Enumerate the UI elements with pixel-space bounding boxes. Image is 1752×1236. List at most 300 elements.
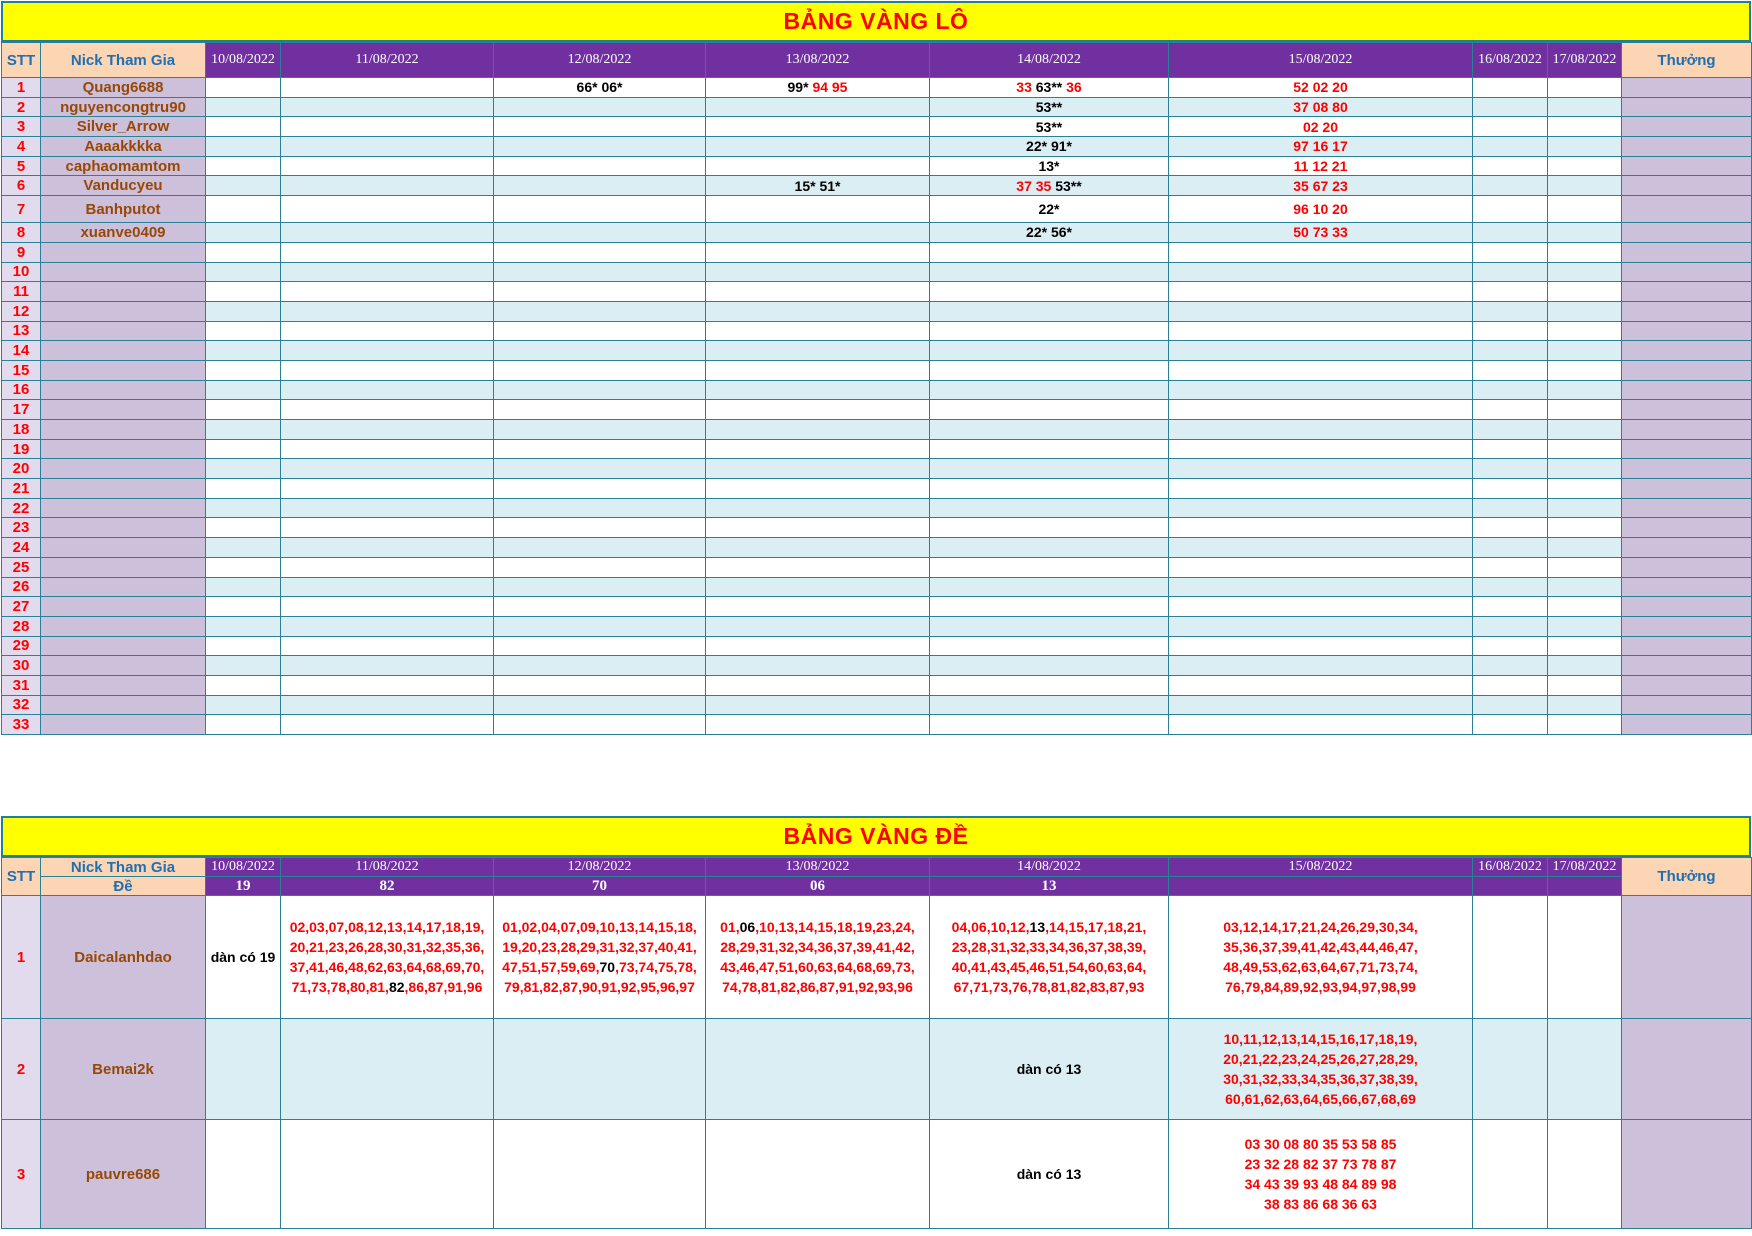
entry-cell[interactable]	[281, 479, 494, 499]
entry-cell[interactable]	[1548, 656, 1622, 676]
row-number[interactable]: 16	[2, 380, 41, 400]
entry-cell[interactable]	[1548, 439, 1622, 459]
entry-cell[interactable]	[281, 321, 494, 341]
row-number[interactable]: 18	[2, 420, 41, 440]
entry-cell[interactable]	[206, 262, 281, 282]
result-number[interactable]	[1473, 877, 1548, 896]
entry-cell[interactable]	[206, 97, 281, 117]
entry-cell[interactable]	[930, 117, 1169, 137]
nick-cell[interactable]: Silver_Arrow	[41, 117, 206, 137]
nick-cell[interactable]	[41, 341, 206, 361]
row-number[interactable]: 23	[2, 518, 41, 538]
entry-cell[interactable]	[1548, 137, 1622, 157]
entry-cell[interactable]	[206, 400, 281, 420]
entry-cell[interactable]	[1169, 156, 1473, 176]
row-number[interactable]: 14	[2, 341, 41, 361]
prize-header[interactable]: Thưởng	[1622, 858, 1752, 896]
entry-cell[interactable]	[494, 518, 706, 538]
prize-cell[interactable]	[1622, 518, 1752, 538]
entry-cell[interactable]	[1169, 439, 1473, 459]
date-header[interactable]: 16/08/2022	[1473, 43, 1548, 78]
prize-cell[interactable]	[1622, 1019, 1752, 1120]
result-number[interactable]: 70	[494, 877, 706, 896]
entry-cell[interactable]	[494, 282, 706, 302]
entry-cell[interactable]	[281, 156, 494, 176]
entry-cell[interactable]	[1473, 459, 1548, 479]
entry-cell[interactable]	[930, 636, 1169, 656]
result-number[interactable]: 06	[706, 877, 930, 896]
entry-cell[interactable]	[930, 896, 1169, 1019]
entry-cell[interactable]	[706, 117, 930, 137]
entry-cell[interactable]	[281, 282, 494, 302]
prize-cell[interactable]	[1622, 242, 1752, 262]
prize-cell[interactable]	[1622, 78, 1752, 98]
date-header[interactable]: 14/08/2022	[930, 43, 1169, 78]
entry-cell[interactable]	[206, 715, 281, 735]
entry-cell[interactable]	[281, 498, 494, 518]
entry-cell[interactable]	[930, 282, 1169, 302]
row-number[interactable]: 25	[2, 557, 41, 577]
entry-cell[interactable]	[494, 176, 706, 196]
entry-cell[interactable]	[494, 400, 706, 420]
result-number[interactable]	[1548, 877, 1622, 896]
nick-cell[interactable]: xuanve0409	[41, 223, 206, 243]
date-header[interactable]: 10/08/2022	[206, 858, 281, 877]
nick-cell[interactable]	[41, 282, 206, 302]
row-number[interactable]: 2	[2, 1019, 41, 1120]
entry-cell[interactable]	[1548, 380, 1622, 400]
entry-cell[interactable]	[281, 420, 494, 440]
entry-cell[interactable]	[1548, 577, 1622, 597]
entry-cell[interactable]	[206, 656, 281, 676]
date-header[interactable]: 13/08/2022	[706, 43, 930, 78]
entry-cell[interactable]	[281, 715, 494, 735]
entry-cell[interactable]	[1548, 117, 1622, 137]
entry-cell[interactable]	[1548, 360, 1622, 380]
prize-cell[interactable]	[1622, 459, 1752, 479]
entry-cell[interactable]	[706, 321, 930, 341]
nick-cell[interactable]: pauvre686	[41, 1120, 206, 1229]
entry-cell[interactable]	[706, 715, 930, 735]
entry-cell[interactable]	[1169, 262, 1473, 282]
entry-cell[interactable]	[1169, 137, 1473, 157]
entry-cell[interactable]	[1473, 498, 1548, 518]
nick-cell[interactable]	[41, 380, 206, 400]
entry-cell[interactable]	[206, 341, 281, 361]
entry-cell[interactable]	[706, 380, 930, 400]
prize-cell[interactable]	[1622, 223, 1752, 243]
prize-cell[interactable]	[1622, 715, 1752, 735]
entry-cell[interactable]	[281, 400, 494, 420]
entry-cell[interactable]	[494, 301, 706, 321]
entry-cell[interactable]	[706, 400, 930, 420]
nick-cell[interactable]	[41, 695, 206, 715]
entry-cell[interactable]	[930, 518, 1169, 538]
entry-cell[interactable]	[281, 597, 494, 617]
entry-cell[interactable]	[281, 341, 494, 361]
entry-cell[interactable]	[706, 518, 930, 538]
nick-cell[interactable]	[41, 498, 206, 518]
entry-cell[interactable]	[494, 223, 706, 243]
entry-cell[interactable]	[930, 577, 1169, 597]
entry-cell[interactable]	[930, 597, 1169, 617]
nick-cell[interactable]: Aaaakkkka	[41, 137, 206, 157]
entry-cell[interactable]	[930, 242, 1169, 262]
entry-cell[interactable]	[1548, 695, 1622, 715]
entry-cell[interactable]	[281, 242, 494, 262]
row-number[interactable]: 1	[2, 896, 41, 1019]
entry-cell[interactable]	[206, 78, 281, 98]
entry-cell[interactable]	[1548, 282, 1622, 302]
prize-cell[interactable]	[1622, 301, 1752, 321]
entry-cell[interactable]	[1473, 360, 1548, 380]
result-number[interactable]: 19	[206, 877, 281, 896]
entry-cell[interactable]	[706, 242, 930, 262]
entry-cell[interactable]	[930, 341, 1169, 361]
entry-cell[interactable]	[281, 518, 494, 538]
entry-cell[interactable]	[930, 137, 1169, 157]
entry-cell[interactable]	[1169, 656, 1473, 676]
row-number[interactable]: 21	[2, 479, 41, 499]
entry-cell[interactable]	[930, 695, 1169, 715]
date-header[interactable]: 13/08/2022	[706, 858, 930, 877]
row-number[interactable]: 32	[2, 695, 41, 715]
row-number[interactable]: 22	[2, 498, 41, 518]
entry-cell[interactable]	[494, 656, 706, 676]
entry-cell[interactable]	[1548, 262, 1622, 282]
entry-cell[interactable]	[1169, 479, 1473, 499]
entry-cell[interactable]	[1169, 896, 1473, 1019]
entry-cell[interactable]	[1169, 695, 1473, 715]
entry-cell[interactable]	[281, 301, 494, 321]
entry-cell[interactable]	[1473, 577, 1548, 597]
entry-cell[interactable]	[706, 675, 930, 695]
result-number[interactable]: 13	[930, 877, 1169, 896]
entry-cell[interactable]	[1473, 1019, 1548, 1120]
entry-cell[interactable]	[1473, 420, 1548, 440]
prize-cell[interactable]	[1622, 616, 1752, 636]
entry-cell[interactable]	[206, 1019, 281, 1120]
entry-cell[interactable]	[206, 557, 281, 577]
entry-cell[interactable]	[1548, 896, 1622, 1019]
entry-cell[interactable]	[281, 137, 494, 157]
prize-cell[interactable]	[1622, 137, 1752, 157]
entry-cell[interactable]	[706, 577, 930, 597]
row-number[interactable]: 3	[2, 1120, 41, 1229]
entry-cell[interactable]	[1473, 656, 1548, 676]
nick-cell[interactable]	[41, 439, 206, 459]
entry-cell[interactable]	[494, 262, 706, 282]
entry-cell[interactable]	[1473, 196, 1548, 223]
prize-cell[interactable]	[1622, 196, 1752, 223]
date-header[interactable]: 11/08/2022	[281, 43, 494, 78]
entry-cell[interactable]	[494, 360, 706, 380]
entry-cell[interactable]	[494, 420, 706, 440]
entry-cell[interactable]	[930, 1120, 1169, 1229]
row-number[interactable]: 19	[2, 439, 41, 459]
nick-cell[interactable]	[41, 301, 206, 321]
row-number[interactable]: 12	[2, 301, 41, 321]
entry-cell[interactable]	[281, 380, 494, 400]
entry-cell[interactable]	[206, 479, 281, 499]
entry-cell[interactable]	[494, 1120, 706, 1229]
entry-cell[interactable]	[1548, 538, 1622, 558]
entry-cell[interactable]	[494, 695, 706, 715]
entry-cell[interactable]	[1473, 301, 1548, 321]
date-header[interactable]: 16/08/2022	[1473, 858, 1548, 877]
entry-cell[interactable]	[1548, 498, 1622, 518]
prize-header[interactable]: Thưởng	[1622, 43, 1752, 78]
nick-cell[interactable]	[41, 420, 206, 440]
entry-cell[interactable]	[206, 616, 281, 636]
row-number[interactable]: 24	[2, 538, 41, 558]
date-header[interactable]: 10/08/2022	[206, 43, 281, 78]
entry-cell[interactable]	[206, 896, 281, 1019]
entry-cell[interactable]	[706, 656, 930, 676]
entry-cell[interactable]	[706, 97, 930, 117]
entry-cell[interactable]	[1473, 538, 1548, 558]
entry-cell[interactable]	[1473, 896, 1548, 1019]
entry-cell[interactable]	[281, 97, 494, 117]
prize-cell[interactable]	[1622, 262, 1752, 282]
entry-cell[interactable]	[930, 176, 1169, 196]
entry-cell[interactable]	[1169, 78, 1473, 98]
entry-cell[interactable]	[706, 360, 930, 380]
row-number[interactable]: 20	[2, 459, 41, 479]
entry-cell[interactable]	[206, 223, 281, 243]
entry-cell[interactable]	[1473, 223, 1548, 243]
nick-cell[interactable]: Daicalanhdao	[41, 896, 206, 1019]
nick-header[interactable]: Nick Tham Gia	[41, 858, 206, 877]
nick-cell[interactable]	[41, 715, 206, 735]
entry-cell[interactable]	[206, 360, 281, 380]
entry-cell[interactable]	[1548, 301, 1622, 321]
entry-cell[interactable]	[1169, 636, 1473, 656]
entry-cell[interactable]	[1473, 242, 1548, 262]
row-number[interactable]: 15	[2, 360, 41, 380]
nick-cell[interactable]	[41, 518, 206, 538]
entry-cell[interactable]	[1548, 557, 1622, 577]
entry-cell[interactable]	[930, 1019, 1169, 1120]
entry-cell[interactable]	[281, 223, 494, 243]
entry-cell[interactable]	[1548, 675, 1622, 695]
entry-cell[interactable]	[706, 557, 930, 577]
entry-cell[interactable]	[706, 636, 930, 656]
entry-cell[interactable]	[930, 380, 1169, 400]
entry-cell[interactable]	[1473, 479, 1548, 499]
date-header[interactable]: 15/08/2022	[1169, 858, 1473, 877]
entry-cell[interactable]	[1473, 695, 1548, 715]
prize-cell[interactable]	[1622, 656, 1752, 676]
entry-cell[interactable]	[206, 196, 281, 223]
entry-cell[interactable]	[1169, 360, 1473, 380]
entry-cell[interactable]	[1548, 196, 1622, 223]
entry-cell[interactable]	[206, 1120, 281, 1229]
entry-cell[interactable]	[1473, 557, 1548, 577]
entry-cell[interactable]	[494, 78, 706, 98]
entry-cell[interactable]	[1169, 321, 1473, 341]
entry-cell[interactable]	[206, 675, 281, 695]
nick-cell[interactable]	[41, 577, 206, 597]
entry-cell[interactable]	[706, 176, 930, 196]
entry-cell[interactable]	[706, 196, 930, 223]
row-number[interactable]: 13	[2, 321, 41, 341]
row-number[interactable]: 26	[2, 577, 41, 597]
entry-cell[interactable]	[206, 439, 281, 459]
entry-cell[interactable]	[930, 557, 1169, 577]
entry-cell[interactable]	[494, 597, 706, 617]
entry-cell[interactable]	[1473, 675, 1548, 695]
entry-cell[interactable]	[281, 636, 494, 656]
entry-cell[interactable]	[281, 360, 494, 380]
entry-cell[interactable]	[706, 341, 930, 361]
entry-cell[interactable]	[1548, 400, 1622, 420]
entry-cell[interactable]	[1548, 518, 1622, 538]
entry-cell[interactable]	[281, 1120, 494, 1229]
entry-cell[interactable]	[494, 636, 706, 656]
prize-cell[interactable]	[1622, 538, 1752, 558]
entry-cell[interactable]	[706, 459, 930, 479]
nick-cell[interactable]: Quang6688	[41, 78, 206, 98]
entry-cell[interactable]	[494, 459, 706, 479]
entry-cell[interactable]	[1169, 715, 1473, 735]
entry-cell[interactable]	[206, 498, 281, 518]
prize-cell[interactable]	[1622, 439, 1752, 459]
entry-cell[interactable]	[494, 896, 706, 1019]
entry-cell[interactable]	[930, 262, 1169, 282]
entry-cell[interactable]	[1548, 479, 1622, 499]
date-header[interactable]: 15/08/2022	[1169, 43, 1473, 78]
row-number[interactable]: 4	[2, 137, 41, 157]
nick-cell[interactable]	[41, 479, 206, 499]
prize-cell[interactable]	[1622, 695, 1752, 715]
entry-cell[interactable]	[1473, 97, 1548, 117]
entry-cell[interactable]	[206, 636, 281, 656]
entry-cell[interactable]	[281, 577, 494, 597]
entry-cell[interactable]	[494, 380, 706, 400]
nick-cell[interactable]	[41, 636, 206, 656]
prize-cell[interactable]	[1622, 577, 1752, 597]
nick-cell[interactable]	[41, 459, 206, 479]
entry-cell[interactable]	[206, 420, 281, 440]
entry-cell[interactable]	[206, 242, 281, 262]
entry-cell[interactable]	[1548, 97, 1622, 117]
row-number[interactable]: 7	[2, 196, 41, 223]
date-header[interactable]: 11/08/2022	[281, 858, 494, 877]
entry-cell[interactable]	[1169, 380, 1473, 400]
nick-cell[interactable]	[41, 616, 206, 636]
entry-cell[interactable]	[1548, 597, 1622, 617]
entry-cell[interactable]	[1473, 636, 1548, 656]
entry-cell[interactable]	[1169, 117, 1473, 137]
entry-cell[interactable]	[706, 538, 930, 558]
entry-cell[interactable]	[494, 137, 706, 157]
entry-cell[interactable]	[281, 656, 494, 676]
entry-cell[interactable]	[206, 117, 281, 137]
row-number[interactable]: 33	[2, 715, 41, 735]
nick-cell[interactable]	[41, 360, 206, 380]
entry-cell[interactable]	[930, 196, 1169, 223]
entry-cell[interactable]	[1548, 242, 1622, 262]
entry-cell[interactable]	[1169, 1019, 1473, 1120]
entry-cell[interactable]	[706, 1120, 930, 1229]
entry-cell[interactable]	[494, 498, 706, 518]
entry-cell[interactable]	[1169, 400, 1473, 420]
entry-cell[interactable]	[1169, 538, 1473, 558]
entry-cell[interactable]	[930, 400, 1169, 420]
entry-cell[interactable]	[930, 459, 1169, 479]
nick-cell[interactable]	[41, 656, 206, 676]
row-number[interactable]: 2	[2, 97, 41, 117]
prize-cell[interactable]	[1622, 479, 1752, 499]
entry-cell[interactable]	[930, 97, 1169, 117]
entry-cell[interactable]	[706, 301, 930, 321]
entry-cell[interactable]	[1169, 518, 1473, 538]
entry-cell[interactable]	[1169, 498, 1473, 518]
entry-cell[interactable]	[281, 78, 494, 98]
entry-cell[interactable]	[1169, 1120, 1473, 1229]
row-number[interactable]: 8	[2, 223, 41, 243]
entry-cell[interactable]	[930, 78, 1169, 98]
entry-cell[interactable]	[494, 117, 706, 137]
row-number[interactable]: 9	[2, 242, 41, 262]
entry-cell[interactable]	[281, 675, 494, 695]
entry-cell[interactable]	[206, 156, 281, 176]
entry-cell[interactable]	[706, 479, 930, 499]
stt-header[interactable]: STT	[2, 858, 41, 896]
date-header[interactable]: 12/08/2022	[494, 43, 706, 78]
entry-cell[interactable]	[930, 360, 1169, 380]
entry-cell[interactable]	[206, 176, 281, 196]
entry-cell[interactable]	[281, 695, 494, 715]
entry-cell[interactable]	[1169, 616, 1473, 636]
nick-cell[interactable]: nguyencongtru90	[41, 97, 206, 117]
entry-cell[interactable]	[1548, 420, 1622, 440]
entry-cell[interactable]	[1169, 675, 1473, 695]
entry-cell[interactable]	[1473, 262, 1548, 282]
entry-cell[interactable]	[1548, 459, 1622, 479]
entry-cell[interactable]	[281, 459, 494, 479]
row-number[interactable]: 17	[2, 400, 41, 420]
entry-cell[interactable]	[494, 196, 706, 223]
entry-cell[interactable]	[281, 176, 494, 196]
entry-cell[interactable]	[206, 695, 281, 715]
prize-cell[interactable]	[1622, 896, 1752, 1019]
entry-cell[interactable]	[494, 577, 706, 597]
entry-cell[interactable]	[206, 380, 281, 400]
prize-cell[interactable]	[1622, 400, 1752, 420]
entry-cell[interactable]	[1473, 439, 1548, 459]
prize-cell[interactable]	[1622, 321, 1752, 341]
entry-cell[interactable]	[281, 262, 494, 282]
entry-cell[interactable]	[1169, 223, 1473, 243]
entry-cell[interactable]	[1169, 242, 1473, 262]
entry-cell[interactable]	[494, 1019, 706, 1120]
entry-cell[interactable]	[1473, 715, 1548, 735]
entry-cell[interactable]	[1169, 282, 1473, 302]
entry-cell[interactable]	[281, 896, 494, 1019]
row-number[interactable]: 6	[2, 176, 41, 196]
nick-cell[interactable]	[41, 597, 206, 617]
de-header[interactable]: Đề	[41, 877, 206, 896]
entry-cell[interactable]	[930, 420, 1169, 440]
entry-cell[interactable]	[206, 577, 281, 597]
entry-cell[interactable]	[206, 282, 281, 302]
entry-cell[interactable]	[1169, 176, 1473, 196]
entry-cell[interactable]	[930, 156, 1169, 176]
date-header[interactable]: 14/08/2022	[930, 858, 1169, 877]
entry-cell[interactable]	[1169, 97, 1473, 117]
